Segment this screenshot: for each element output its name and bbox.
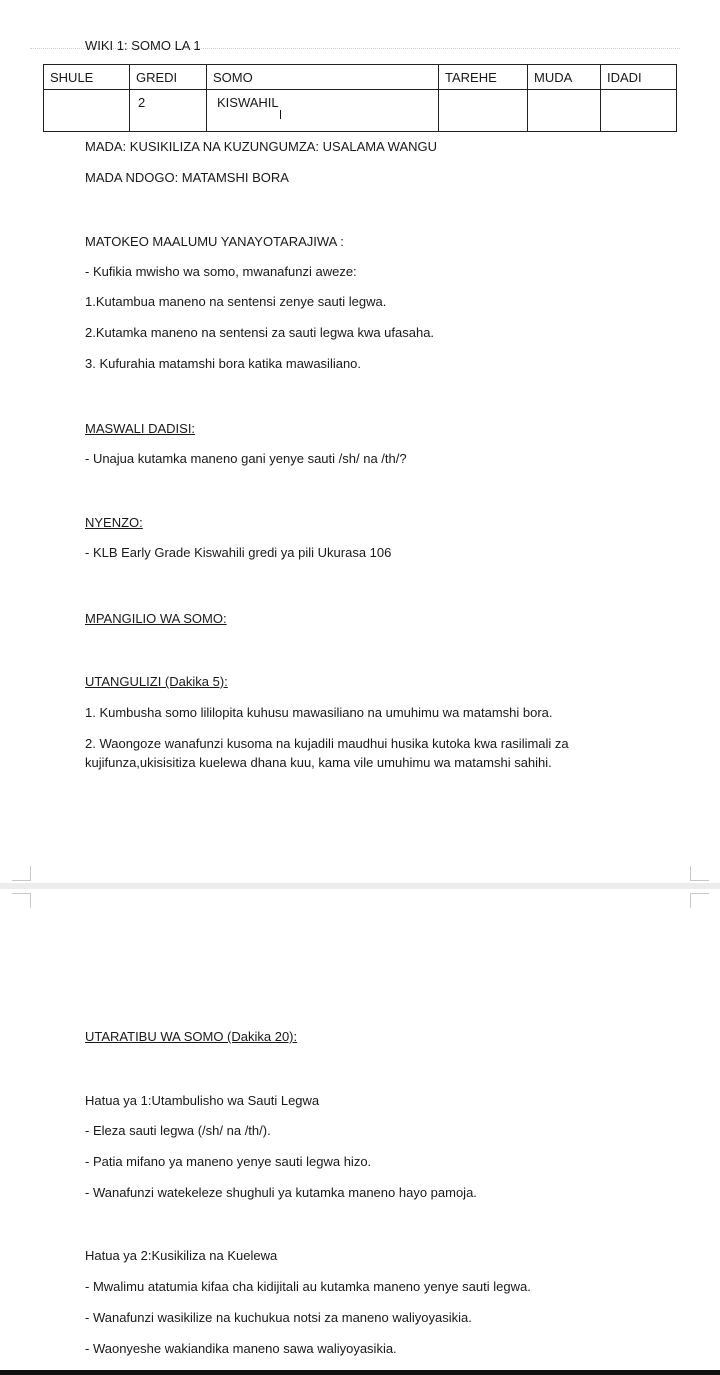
table-row bbox=[44, 90, 677, 132]
list-item: - Eleza sauti legwa (/sh/ na /th/). bbox=[85, 1123, 271, 1138]
hatua2-label: Hatua ya 2: bbox=[85, 1248, 152, 1263]
page-title: WIKI 1: SOMO LA 1 bbox=[85, 38, 201, 53]
list-item: - Wanafunzi watekeleze shughuli ya kutamka maneno hayo pamoja. bbox=[85, 1185, 477, 1200]
header-gredi: GREDI bbox=[130, 65, 207, 90]
table-header-row bbox=[44, 65, 677, 90]
cell-somo-wrap bbox=[207, 90, 439, 132]
header-shule: SHULE bbox=[44, 65, 130, 90]
lesson-info-table bbox=[43, 64, 677, 132]
list-item: 2.Kutamka maneno na sentensi za sauti legwa kwa ufasaha. bbox=[85, 325, 435, 340]
list-item: - Waonyeshe wakiandika maneno sawa waliyoyasikia. bbox=[85, 1341, 397, 1356]
nyenzo-heading: NYENZO: bbox=[85, 515, 143, 530]
list-item: 1. Kumbusha somo lililopita kuhusu mawasiliano na umuhimu wa matamshi bora. bbox=[85, 705, 553, 720]
cell-somo: KISWAHIL bbox=[217, 95, 279, 110]
maswali-text: - Unajua kutamka maneno gani yenye sauti /sh/ na /th/? bbox=[85, 451, 407, 466]
text-cursor bbox=[280, 110, 281, 119]
list-item: - Patia mifano ya maneno yenye sauti legwa hizo. bbox=[85, 1154, 372, 1169]
cell-muda bbox=[528, 90, 601, 132]
page-corner-mark bbox=[690, 866, 709, 881]
page-corner-mark bbox=[12, 866, 31, 881]
cell-gredi: 2 bbox=[130, 90, 207, 132]
hatua1-heading bbox=[85, 1093, 319, 1109]
cell-tarehe bbox=[439, 90, 528, 132]
utaratibu-heading: UTARATIBU WA SOMO (Dakika 20): bbox=[85, 1029, 298, 1044]
utangulizi-heading: UTANGULIZI (Dakika 5): bbox=[85, 674, 228, 689]
bottom-edge-bar bbox=[0, 1370, 720, 1375]
page-break bbox=[0, 883, 720, 889]
page-corner-mark bbox=[12, 893, 31, 908]
hatua1-label: Hatua ya 1: bbox=[85, 1093, 152, 1108]
header-muda: MUDA bbox=[528, 65, 601, 90]
list-item: 1.Kutambua maneno na sentensi zenye sauti legwa. bbox=[85, 294, 387, 309]
mada-line: MADA: KUSIKILIZA NA KUZUNGUMZA: USALAMA WANGU bbox=[85, 139, 438, 154]
hatua1-title: Utambulisho wa Sauti Legwa bbox=[151, 1093, 320, 1108]
header-tarehe: TAREHE bbox=[439, 65, 528, 90]
matokeo-intro: - Kufikia mwisho wa somo, mwanafunzi aweze: bbox=[85, 264, 357, 279]
list-item: 3. Kufurahia matamshi bora katika mawasiliano. bbox=[85, 356, 362, 371]
header-idadi: IDADI bbox=[601, 65, 677, 90]
maswali-heading: MASWALI DADISI: bbox=[85, 421, 196, 436]
mada-ndogo-line: MADA NDOGO: MATAMSHI BORA bbox=[85, 170, 289, 185]
list-item: 2. Waongoze wanafunzi kusoma na kujadili maudhui husika kutoka kwa rasilimali za bbox=[85, 736, 569, 751]
hatua2-title: Kusikiliza na Kuelewa bbox=[151, 1248, 278, 1263]
cell-shule bbox=[44, 90, 130, 132]
hatua2-heading bbox=[85, 1248, 277, 1264]
nyenzo-text: - KLB Early Grade Kiswahili gredi ya pili Ukurasa 106 bbox=[85, 545, 392, 560]
page-corner-mark bbox=[690, 893, 709, 908]
header-somo: SOMO bbox=[207, 65, 439, 90]
cell-idadi bbox=[601, 90, 677, 132]
list-item: - Wanafunzi wasikilize na kuchukua notsi za maneno waliyoyasikia. bbox=[85, 1310, 472, 1325]
mpangilio-heading: MPANGILIO WA SOMO: bbox=[85, 611, 227, 626]
matokeo-heading: MATOKEO MAALUMU YANAYOTARAJIWA : bbox=[85, 234, 344, 249]
list-item: - Mwalimu atatumia kifaa cha kidijitali au kutamka maneno yenye sauti legwa. bbox=[85, 1279, 531, 1294]
list-item-continuation: kujifunza,ukisisitiza kuelewa dhana kuu, kama vile umuhimu wa matamshi sahihi. bbox=[85, 755, 552, 770]
